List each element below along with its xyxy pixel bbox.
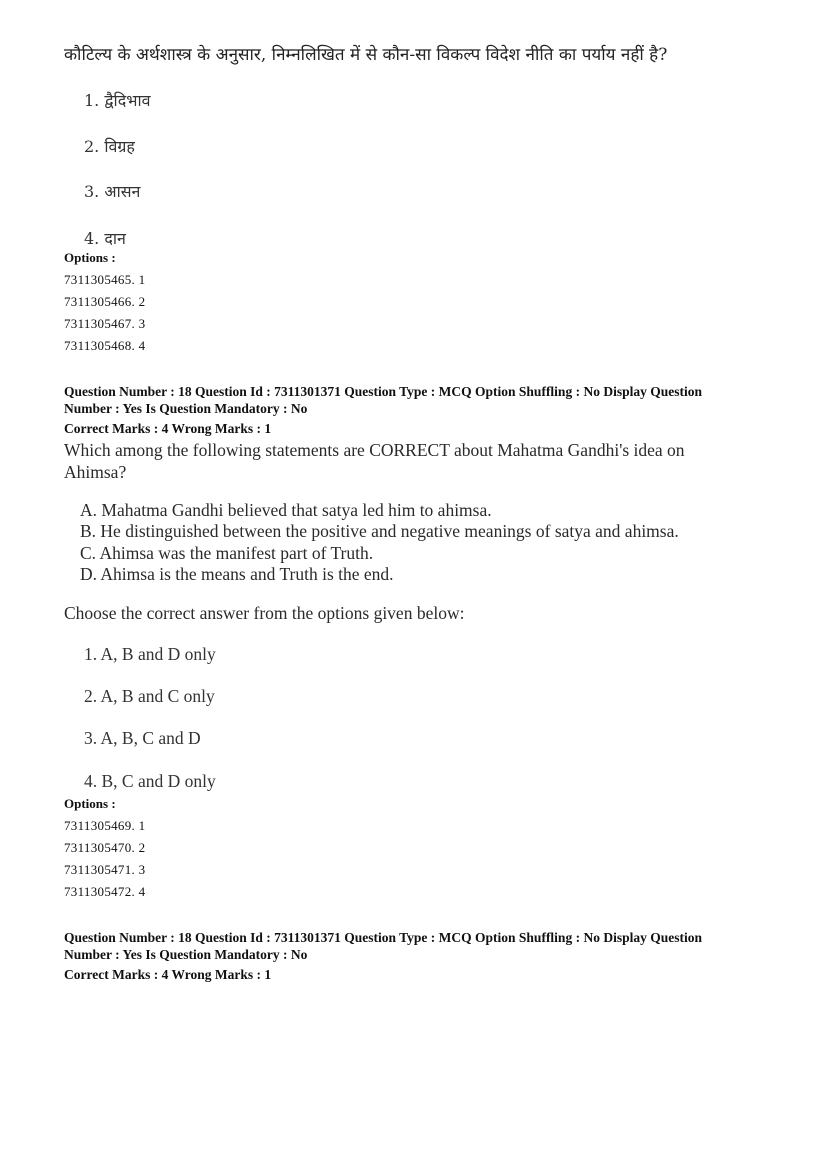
question-18-option-id-1: 7311305469. 1 xyxy=(64,818,146,833)
question-17-choice-4: 4. दान xyxy=(84,229,126,248)
question-18-choice-3: 3. A, B, C and D xyxy=(84,728,201,748)
question-18-text-line-1: Which among the following statements are CORRECT about Mahatma Gandhi's idea on xyxy=(64,440,685,460)
question-17-choice-1: 1. द्वैदिभाव xyxy=(84,91,151,110)
question-18-option-id-2: 7311305470. 2 xyxy=(64,840,146,855)
next-question-meta-line-1: Question Number : 18 Question Id : 7311301371 Question Type : MCQ Option Shuffling : No Display Question xyxy=(64,930,702,945)
question-18-instruction: Choose the correct answer from the options given below: xyxy=(64,603,465,623)
question-17-option-id-1: 7311305465. 1 xyxy=(64,272,146,287)
question-18-option-id-4: 7311305472. 4 xyxy=(64,884,146,899)
question-18-choice-2: 2. A, B and C only xyxy=(84,686,215,706)
question-17-option-id-3: 7311305467. 3 xyxy=(64,316,146,331)
question-18-choice-1: 1. A, B and D only xyxy=(84,644,216,664)
question-18-meta-line-2: Number : Yes Is Question Mandatory : No xyxy=(64,401,308,416)
question-18-marks: Correct Marks : 4 Wrong Marks : 1 xyxy=(64,421,272,436)
question-18-statement-b: B. He distinguished between the positive and negative meanings of satya and ahimsa. xyxy=(80,521,679,541)
question-17-option-id-2: 7311305466. 2 xyxy=(64,294,146,309)
next-question-meta-line-2: Number : Yes Is Question Mandatory : No xyxy=(64,947,308,962)
question-18-text-line-2: Ahimsa? xyxy=(64,462,127,482)
question-18-options-label: Options : xyxy=(64,796,116,811)
question-18-statement-c: C. Ahimsa was the manifest part of Truth. xyxy=(80,543,374,563)
question-18-choice-4: 4. B, C and D only xyxy=(84,771,216,791)
question-17-option-id-4: 7311305468. 4 xyxy=(64,338,146,353)
question-17-choice-2: 2. विग्रह xyxy=(84,137,135,156)
question-17-options-label: Options : xyxy=(64,250,116,265)
question-17-text: कौटिल्य के अर्थशास्त्र के अनुसार, निम्नलिखित में से कौन-सा विकल्प विदेश नीति का पर्याय नहीं है? xyxy=(64,45,668,65)
question-18-option-id-3: 7311305471. 3 xyxy=(64,862,146,877)
question-18-meta-line-1: Question Number : 18 Question Id : 7311301371 Question Type : MCQ Option Shuffling : No Display Question xyxy=(64,384,702,399)
question-17-choice-3: 3. आसन xyxy=(84,182,141,201)
question-18-statement-d: D. Ahimsa is the means and Truth is the end. xyxy=(80,564,394,584)
question-18-statement-a: A. Mahatma Gandhi believed that satya led him to ahimsa. xyxy=(80,500,492,520)
next-question-marks: Correct Marks : 4 Wrong Marks : 1 xyxy=(64,967,272,982)
